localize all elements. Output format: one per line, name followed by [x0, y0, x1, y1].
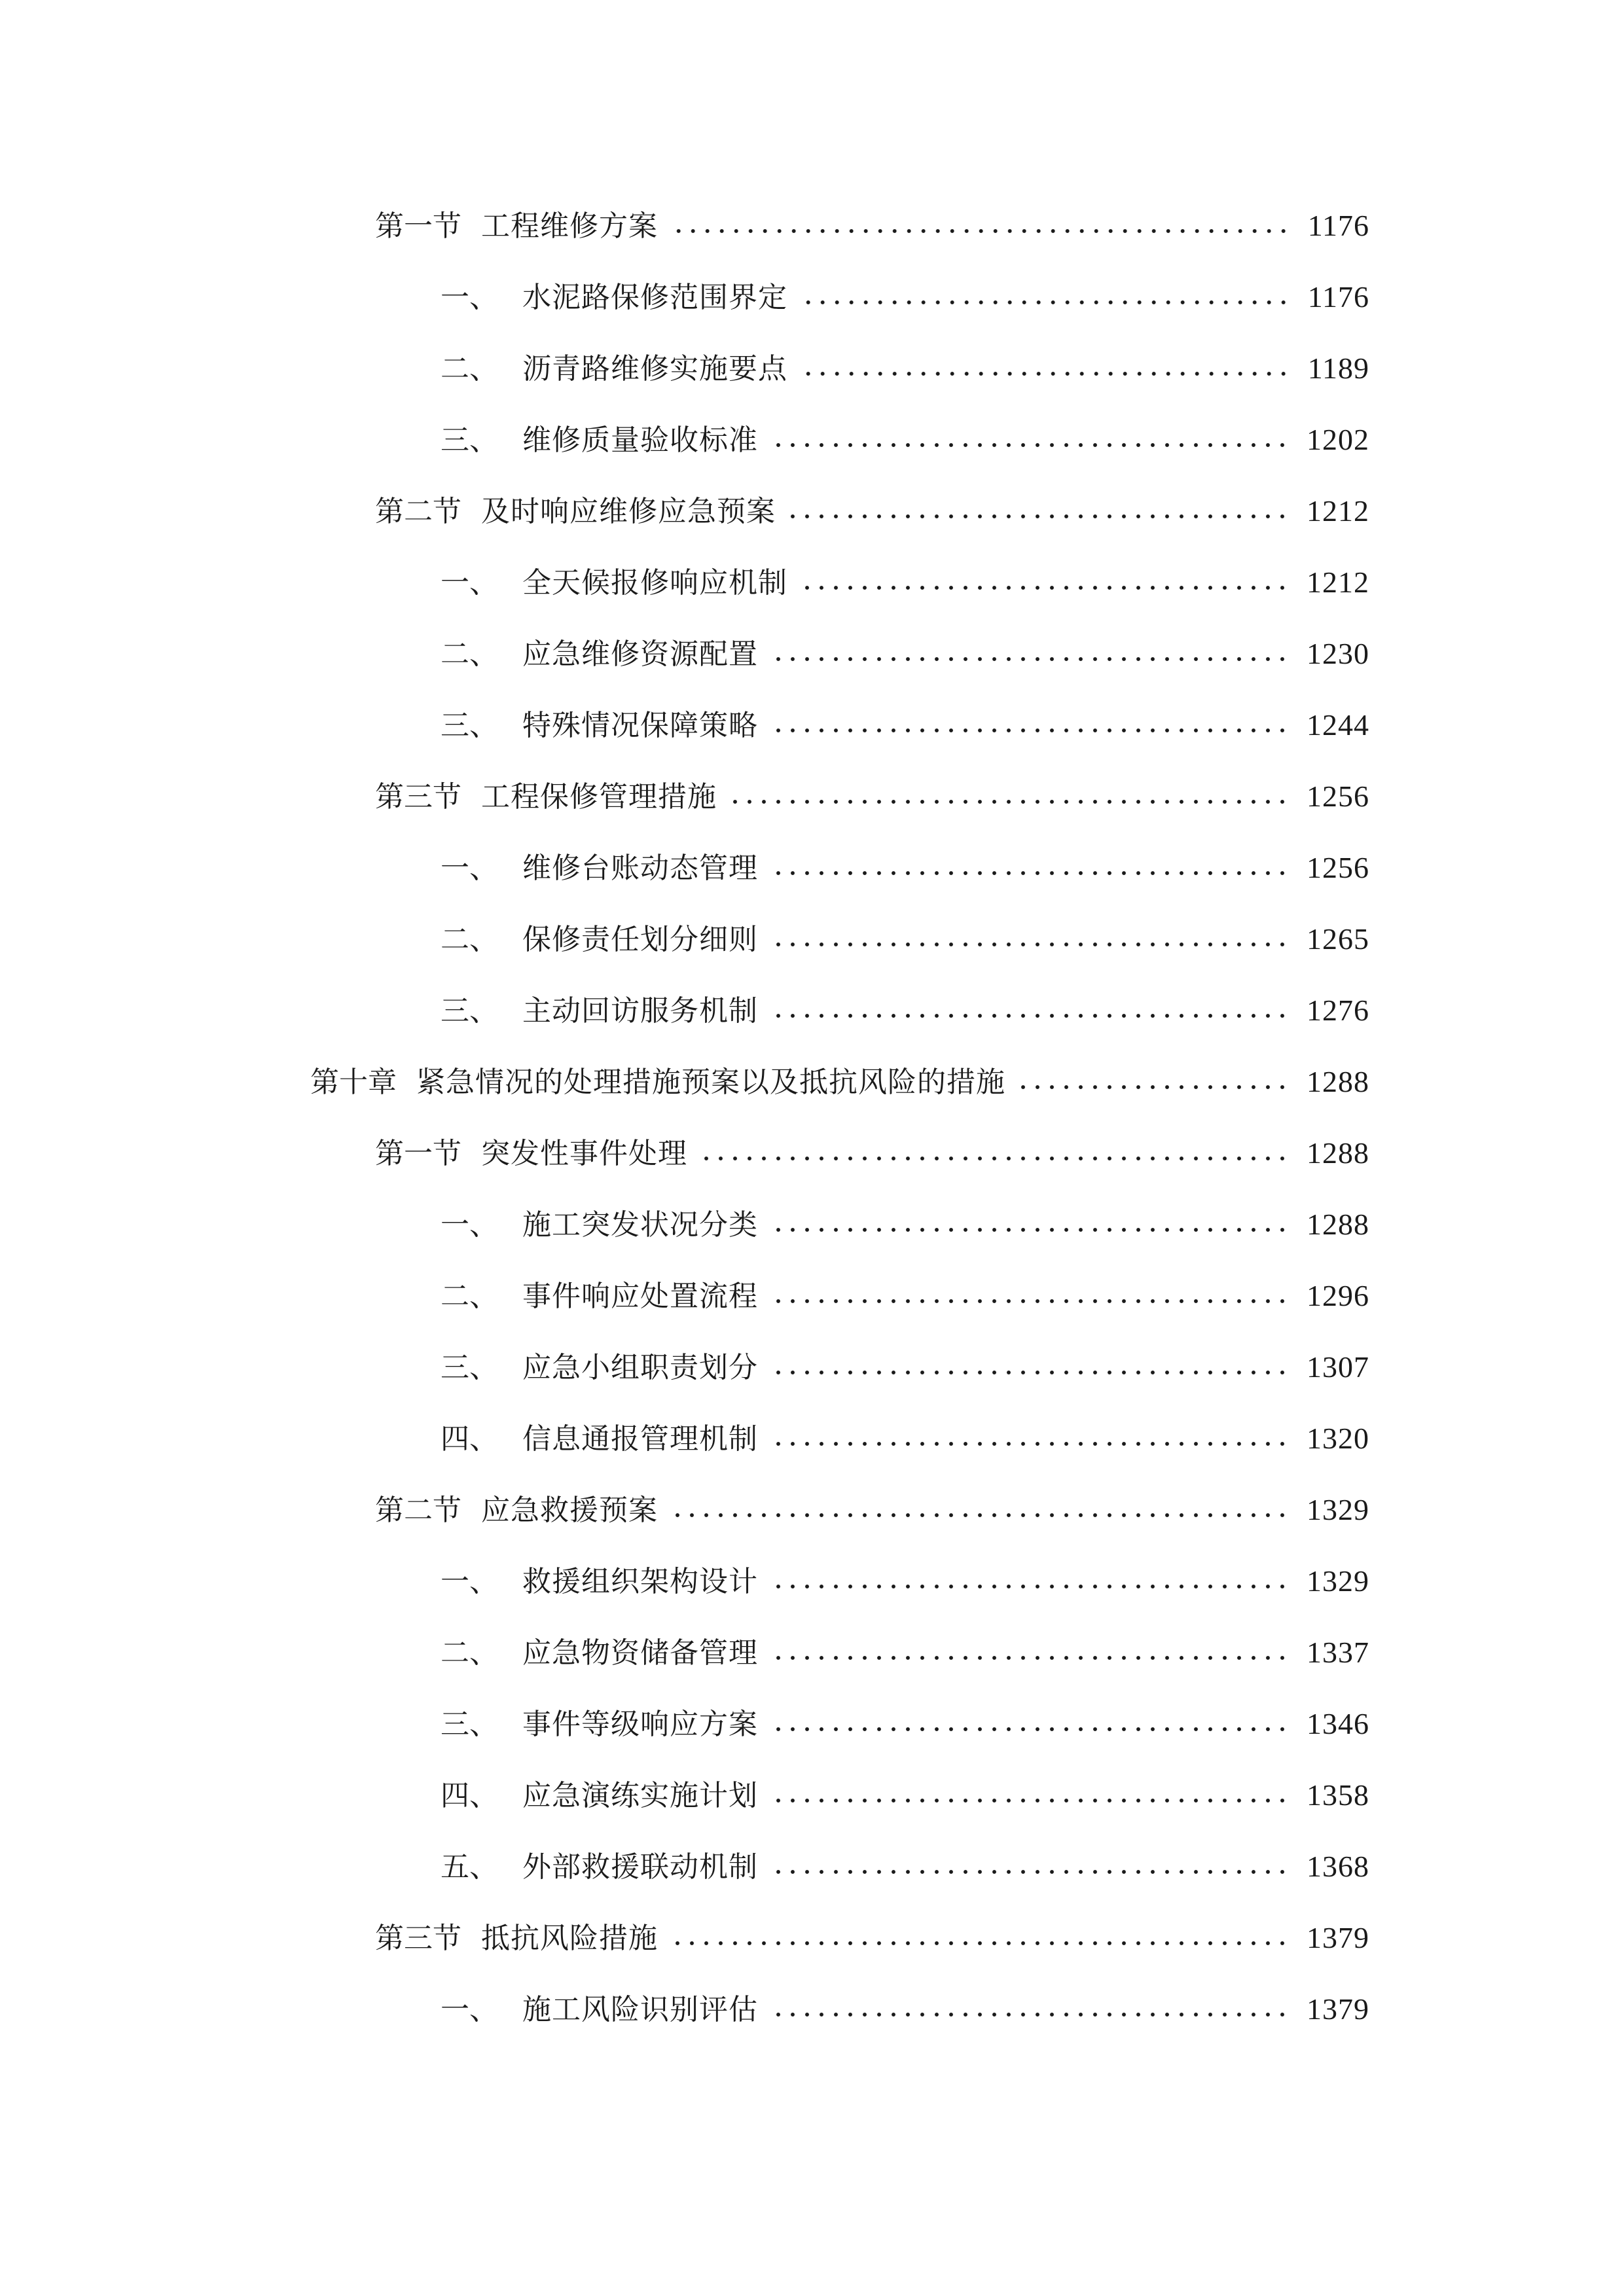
toc-entry-page: 1288 — [1307, 1136, 1369, 1170]
toc-entry-title: 施工突发状况分类 — [522, 1208, 758, 1242]
toc-entry-number: 三、 — [441, 1708, 498, 1741]
toc-entry-number: 一、 — [441, 1993, 498, 2026]
dot-leader — [799, 369, 1291, 378]
toc-entry-page: 1265 — [1307, 922, 1369, 956]
toc-entry-number: 第一节 — [375, 1137, 461, 1170]
toc-entry[interactable] — [441, 1193, 1369, 1240]
toc-entry-page: 1288 — [1307, 1208, 1369, 1241]
toc-entry-title: 及时响应维修应急预案 — [481, 495, 776, 528]
toc-entry-page: 1244 — [1307, 708, 1369, 742]
toc-entry[interactable] — [441, 978, 1369, 1026]
toc-entry-number: 四、 — [441, 1779, 498, 1812]
toc-entry-page: 1320 — [1307, 1422, 1369, 1455]
toc-entry-title: 保修责任划分细则 — [522, 923, 758, 956]
toc-entry-title: 应急物资储备管理 — [522, 1636, 758, 1670]
toc-entry[interactable] — [441, 1335, 1369, 1382]
toc-entry-title: 外部救援联动机制 — [522, 1850, 758, 1884]
toc-entry[interactable] — [375, 1121, 1369, 1168]
toc-entry-number: 一、 — [441, 1565, 498, 1598]
toc-entry-title: 工程维修方案 — [481, 209, 658, 243]
toc-entry[interactable] — [441, 336, 1369, 384]
toc-entry-page: 1212 — [1307, 565, 1369, 599]
toc-entry-title: 应急维修资源配置 — [522, 637, 758, 671]
toc-entry-page: 1337 — [1307, 1636, 1369, 1669]
toc-entry-title: 施工风险识别评估 — [522, 1993, 758, 2026]
toc-entry-number: 一、 — [441, 852, 498, 885]
toc-entry-number: 第十章 — [310, 1066, 397, 1099]
toc-entry-title: 紧急情况的处理措施预案以及抵抗风险的措施 — [416, 1066, 1005, 1099]
toc-entry[interactable] — [441, 622, 1369, 669]
toc-entry-page: 1176 — [1307, 209, 1369, 242]
toc-entry-title: 主动回访服务机制 — [522, 994, 758, 1028]
toc-entry-title: 工程保修管理措施 — [481, 780, 717, 814]
toc-entry-number: 第二节 — [375, 1494, 461, 1527]
toc-entry[interactable] — [441, 1692, 1369, 1739]
toc-entry-page: 1256 — [1307, 851, 1369, 884]
toc-entry[interactable] — [441, 907, 1369, 954]
toc-entry-title: 应急小组职责划分 — [522, 1351, 758, 1384]
dot-leader — [699, 1154, 1290, 1163]
toc-entry[interactable] — [375, 194, 1369, 241]
toc-entry-page: 1189 — [1307, 351, 1369, 385]
toc-entry-title: 维修台账动态管理 — [522, 852, 758, 885]
dot-leader — [670, 1939, 1290, 1948]
toc-entry-number: 一、 — [441, 1208, 498, 1242]
toc-entry[interactable] — [375, 1478, 1369, 1525]
toc-entry[interactable] — [441, 836, 1369, 883]
dot-leader — [799, 583, 1290, 592]
dot-leader — [770, 2010, 1290, 2019]
toc-entry-title: 水泥路保修范围界定 — [522, 281, 787, 314]
dot-leader — [770, 1368, 1290, 1377]
dot-leader — [770, 655, 1290, 664]
dot-leader — [729, 797, 1290, 806]
toc-entry-number: 二、 — [441, 637, 498, 671]
dot-leader — [770, 726, 1290, 735]
toc-entry-title: 抵抗风险措施 — [481, 1922, 658, 1955]
dot-leader — [770, 1796, 1290, 1805]
toc-entry[interactable] — [441, 1763, 1369, 1810]
toc-entry-number: 五、 — [441, 1850, 498, 1884]
toc-entry-page: 1256 — [1307, 780, 1369, 813]
dot-leader — [770, 1297, 1290, 1306]
toc-entry-title: 应急演练实施计划 — [522, 1779, 758, 1812]
dot-leader — [787, 512, 1290, 521]
toc-entry-title: 事件等级响应方案 — [522, 1708, 758, 1741]
toc-entry-number: 三、 — [441, 994, 498, 1028]
toc-entry[interactable] — [441, 550, 1369, 598]
dot-leader — [770, 1653, 1290, 1662]
dot-leader — [770, 1225, 1290, 1234]
dot-leader — [670, 1511, 1290, 1520]
dot-leader — [799, 298, 1291, 307]
toc-entry[interactable] — [441, 265, 1369, 312]
toc-entry-page: 1346 — [1307, 1707, 1369, 1740]
toc-entry-page: 1358 — [1307, 1778, 1369, 1812]
toc-entry-number: 第二节 — [375, 495, 461, 528]
toc-entry-page: 1379 — [1307, 1992, 1369, 2026]
dot-leader — [770, 1011, 1290, 1020]
toc-entry-number: 一、 — [441, 281, 498, 314]
toc-entry-page: 1288 — [1307, 1065, 1369, 1098]
dot-leader — [770, 1582, 1290, 1591]
toc-entry-number: 二、 — [441, 352, 498, 386]
toc-entry-number: 二、 — [441, 923, 498, 956]
dot-leader — [770, 1725, 1290, 1734]
dot-leader — [670, 226, 1291, 236]
dot-leader — [770, 869, 1290, 878]
toc-entry[interactable] — [375, 1906, 1369, 1953]
toc-entry-number: 三、 — [441, 709, 498, 742]
toc-entry-number: 二、 — [441, 1280, 498, 1313]
toc-entry-page: 1296 — [1307, 1279, 1369, 1312]
toc-entry-number: 第一节 — [375, 209, 461, 243]
dot-leader — [770, 1439, 1290, 1448]
dot-leader — [770, 1867, 1290, 1876]
dot-leader — [770, 440, 1290, 450]
toc-entry-page: 1329 — [1307, 1564, 1369, 1598]
toc-entry[interactable] — [375, 764, 1369, 812]
toc-entry-page: 1212 — [1307, 494, 1369, 528]
toc-entry-title: 沥青路维修实施要点 — [522, 352, 787, 386]
toc-entry-number: 第三节 — [375, 780, 461, 814]
dot-leader — [770, 940, 1290, 949]
toc-entry-number: 三、 — [441, 1351, 498, 1384]
toc-entry-title: 事件响应处置流程 — [522, 1280, 758, 1313]
toc-entry-title: 维修质量验收标准 — [522, 423, 758, 457]
toc-entry-number: 二、 — [441, 1636, 498, 1670]
toc-entry[interactable] — [441, 1407, 1369, 1454]
toc-entry-title: 救援组织架构设计 — [522, 1565, 758, 1598]
toc-entry[interactable] — [375, 479, 1369, 526]
toc-entry-title: 突发性事件处理 — [481, 1137, 687, 1170]
toc-entry[interactable] — [441, 1549, 1369, 1596]
toc-entry[interactable] — [441, 408, 1369, 455]
toc-entry[interactable] — [310, 1050, 1369, 1097]
toc-entry-title: 信息通报管理机制 — [522, 1422, 758, 1456]
toc-entry-page: 1176 — [1307, 280, 1369, 314]
toc-entry-title: 全天候报修响应机制 — [522, 566, 787, 600]
toc-entry-page: 1307 — [1307, 1350, 1369, 1384]
toc-entry[interactable] — [441, 693, 1369, 740]
toc-entry-number: 四、 — [441, 1422, 498, 1456]
toc-entry-title: 特殊情况保障策略 — [522, 709, 758, 742]
toc-entry-number: 一、 — [441, 566, 498, 600]
toc-entry-page: 1329 — [1307, 1493, 1369, 1526]
toc-entry[interactable] — [441, 1835, 1369, 1882]
toc-entry-page: 1368 — [1307, 1850, 1369, 1883]
toc-entry-page: 1230 — [1307, 637, 1369, 670]
toc-entry-title: 应急救援预案 — [481, 1494, 658, 1527]
dot-leader — [1017, 1083, 1290, 1092]
toc-entry-number: 第三节 — [375, 1922, 461, 1955]
toc-entry[interactable] — [441, 1264, 1369, 1311]
toc-entry-page: 1202 — [1307, 423, 1369, 456]
toc-entry[interactable] — [441, 1977, 1369, 2024]
toc-entry-page: 1276 — [1307, 994, 1369, 1027]
toc-entry-page: 1379 — [1307, 1921, 1369, 1954]
toc-entry[interactable] — [441, 1621, 1369, 1668]
toc-entry-number: 三、 — [441, 423, 498, 457]
